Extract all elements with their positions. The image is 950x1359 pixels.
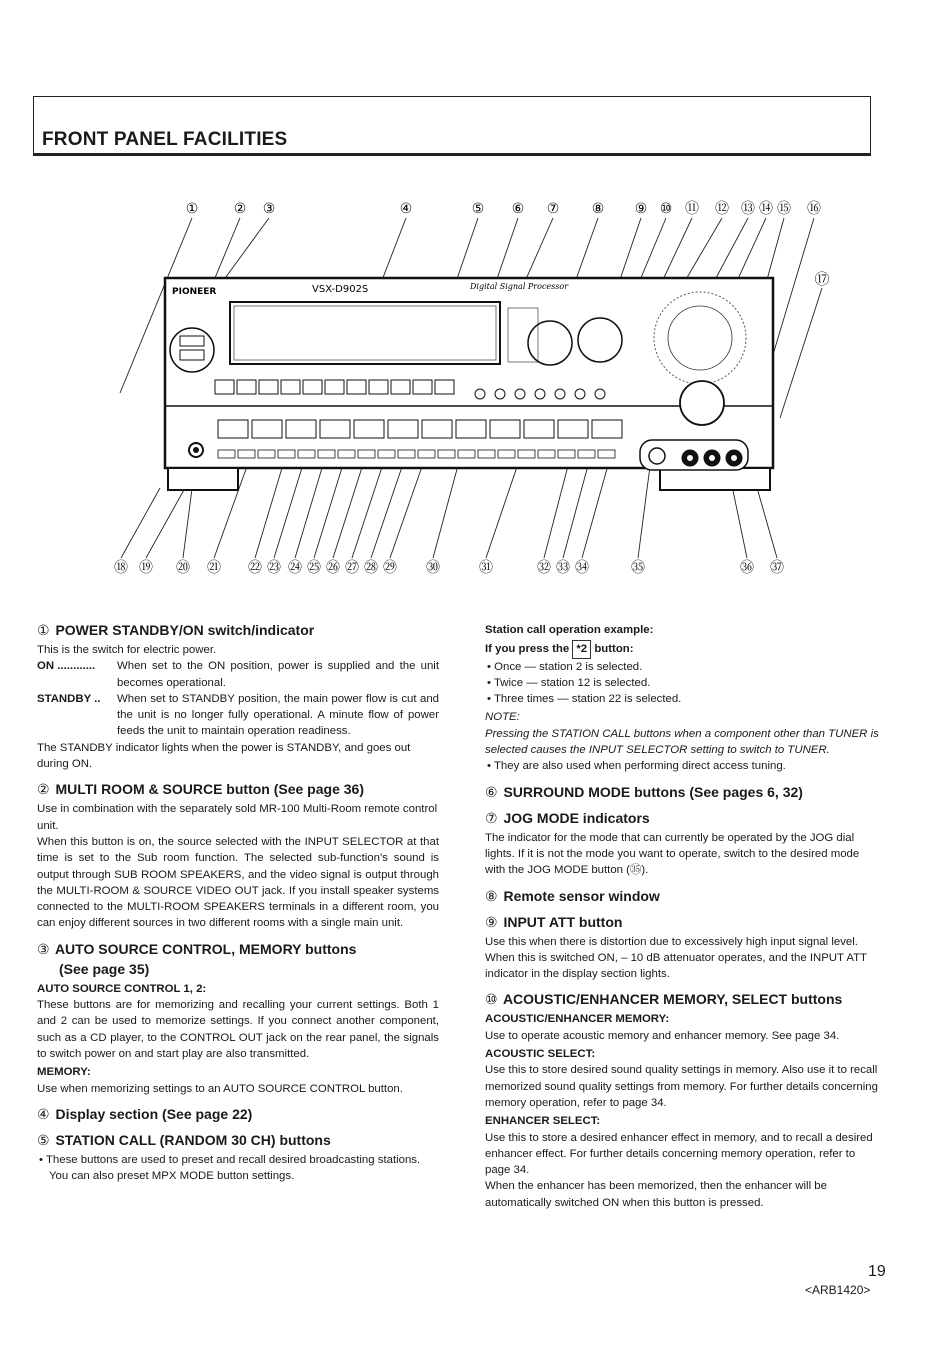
callout-top-11: ⑪	[685, 201, 699, 217]
callout-bottom-6: ㉓	[267, 560, 281, 576]
display-window	[230, 302, 500, 364]
section-6-number: ⑥	[485, 783, 498, 800]
example-b3-text: Three times — station 22 is selected.	[493, 693, 682, 706]
station-call-button-2	[237, 380, 256, 394]
callout-bottom-4: ㉑	[207, 560, 221, 576]
station-call-button-5	[303, 380, 322, 394]
station-call-button-1	[215, 380, 234, 394]
station-key-box: *2	[572, 640, 591, 658]
callout-top-7: ⑦	[546, 201, 560, 217]
section-10-heading	[485, 991, 880, 1008]
callout-top-1: ①	[185, 201, 199, 217]
small-button-17	[538, 450, 555, 458]
callout-top-4: ④	[399, 201, 413, 217]
callout-top-2: ②	[233, 201, 247, 217]
small-button-3	[258, 450, 275, 458]
small-button-15	[498, 450, 515, 458]
section-3-heading	[37, 941, 439, 958]
callout-top-12: ⑫	[715, 201, 729, 217]
section-3-title-2: (See page 35)	[59, 960, 150, 977]
s1-standby-text: When set to STANDBY position, the main power flow is cut and the unit is no longer fully operational. A minute flow of power feeds the unit to maintain operation readiness.	[117, 692, 439, 738]
s1-outro: The STANDBY indicator lights when the power is STANDBY, and goes out during ON.	[37, 741, 411, 771]
section-9-number: ⑨	[485, 913, 498, 930]
station-call-button-9	[391, 380, 410, 394]
section-2-title: MULTI ROOM & SOURCE button (See page 36)	[55, 781, 364, 798]
section-1-heading	[37, 622, 439, 639]
section-7-title: JOG MODE indicators	[503, 809, 650, 826]
front-panel-diagram	[100, 188, 830, 580]
callout-bottom-8: ㉕	[307, 560, 321, 576]
example-bullet-2: • Twice — station 12 is selected.	[487, 676, 651, 689]
surround-mode-button-7	[595, 389, 605, 399]
section-2-number: ②	[37, 781, 50, 798]
section-10-number: ⑩	[485, 991, 498, 1008]
leader-line-26	[333, 458, 365, 558]
callout-bottom-17: ㉞	[575, 560, 589, 576]
input-selector-button-5	[354, 420, 384, 438]
callout-bottom-9: ㉖	[326, 560, 340, 576]
section-2-heading	[37, 781, 439, 798]
foot-right	[660, 468, 770, 490]
callouts-top	[186, 201, 821, 217]
example-bullet-3: • Three times — station 22 is selected.	[487, 693, 682, 706]
station-call-button-7	[347, 380, 366, 394]
input-selector-button-11	[558, 420, 588, 438]
callout-top-6: ⑥	[511, 201, 525, 217]
small-button-14	[478, 450, 495, 458]
s10-p2: Use this to store desired sound quality settings in memory. Also use it to recall memorized sound quality settings from memory. For further details concerning memory operation, refer to page 34.	[485, 1064, 878, 1109]
surround-mode-button-1	[475, 389, 485, 399]
callout-bottom-1: ⑱	[114, 560, 128, 576]
s1-standby-term	[37, 691, 439, 740]
callout-top-9: ⑨	[634, 201, 648, 217]
input-selector-button-8	[456, 420, 486, 438]
leader-line-28	[371, 458, 405, 558]
foot-left	[168, 468, 238, 490]
callout-bottom-12: ㉙	[383, 560, 397, 576]
s10-sub2: ACOUSTIC SELECT:	[485, 1048, 596, 1061]
small-button-8	[358, 450, 375, 458]
section-4-number: ④	[37, 1105, 50, 1122]
section-3-title: AUTO SOURCE CONTROL, MEMORY buttons	[54, 940, 357, 957]
section-1-number: ①	[37, 622, 50, 638]
surround-mode-button-2	[495, 389, 505, 399]
small-button-10	[398, 450, 415, 458]
small-button-20	[598, 450, 615, 458]
s10-sub3: ENHANCER SELECT:	[485, 1115, 601, 1128]
s10-p4: When the enhancer has been memorized, then the enhancer will be automatically switched ON when this button is pressed.	[485, 1180, 827, 1209]
s1-on-text: When set to the ON position, power is supplied and the unit becomes operational.	[117, 660, 439, 689]
s10-p3: Use this to store a desired enhancer effect in memory, and to recall a desired enhancer effect. For further details concerning memory operation, refer to page 34.	[485, 1131, 873, 1177]
small-button-13	[458, 450, 475, 458]
small-button-11	[418, 450, 435, 458]
input-selector-button-9	[490, 420, 520, 438]
left-column	[37, 622, 439, 1184]
small-button-18	[558, 450, 575, 458]
s7-p: The indicator for the mode that can currently be operated by the JOG dial lights. If it is not the mode you want to operate, switch to the desired mode with the JOG MODE button (㉟).	[485, 831, 860, 877]
station-call-button-10	[413, 380, 432, 394]
input-selector-button-12	[592, 420, 622, 438]
s1-on-term	[37, 658, 439, 691]
example-press-pre: If you press the	[485, 643, 570, 656]
document-code: <ARB1420>	[805, 1283, 871, 1297]
page-title: FRONT PANEL FACILITIES	[42, 129, 288, 150]
input-selector-button-3	[286, 420, 316, 438]
leader-line-22	[255, 458, 285, 558]
section-6-heading	[485, 784, 880, 801]
station-call-row	[215, 380, 454, 394]
s2-p2: When this button is on, the source selected with the INPUT SELECTOR at that time is set to the Sub room function. The selected sub-function's sound is output through SUB ROOM SPEAKERS, and the video signal is output through the MULTI-ROOM & SOURCE VIDEO OUT jack. If you install speaker systems connected to the MULTI-ROOM SPEAKERS terminals in a different room, you can enjoy different sources in two different rooms with a single main unit.	[37, 835, 439, 930]
callout-top-5: ⑤	[471, 201, 485, 217]
input-selector-button-7	[422, 420, 452, 438]
small-button-6	[318, 450, 335, 458]
section-7-heading	[485, 810, 880, 827]
input-selector-button-1	[218, 420, 248, 438]
callouts-bottom	[114, 560, 784, 576]
callout-bottom-7: ㉔	[288, 560, 302, 576]
callout-bottom-16: ㉝	[556, 560, 570, 576]
s9-p: Use this when there is distortion due to excessively high input signal level. When this is switched ON, – 10 dB attenuator operates, and the INPUT ATT indicator in the display section lights.	[485, 935, 867, 981]
callout-bottom-10: ㉗	[345, 560, 359, 576]
model-name: VSX-D902S	[312, 284, 369, 295]
brand-logo: PIONEER	[172, 287, 217, 297]
note-bullet: • They are also used when performing direct access tuning.	[487, 760, 786, 773]
s5-bullet: • These buttons are used to preset and recall desired broadcasting stations. You can also preset MPX MODE button settings.	[39, 1153, 421, 1183]
leader-line-23	[274, 458, 305, 558]
callout-bottom-2: ⑲	[139, 560, 153, 576]
leader-line-17	[780, 288, 822, 418]
callout-17: ⑰	[814, 270, 830, 288]
example-press-line	[485, 640, 880, 658]
section-5-number: ⑤	[37, 1131, 50, 1148]
callout-bottom-15: ㉜	[537, 560, 551, 576]
section-8-number: ⑧	[485, 887, 498, 904]
callout-top-13: ⑬	[741, 201, 755, 217]
section-9-heading	[485, 914, 880, 931]
small-button-19	[578, 450, 595, 458]
s1-intro: This is the switch for electric power.	[37, 644, 217, 656]
surround-mode-button-4	[535, 389, 545, 399]
page-number: 19	[868, 1263, 886, 1280]
station-call-button-8	[369, 380, 388, 394]
small-button-12	[438, 450, 455, 458]
leader-line-25	[314, 458, 345, 558]
section-1-title: POWER STANDBY/ON switch/indicator	[55, 622, 315, 638]
small-button-1	[218, 450, 235, 458]
callout-bottom-13: ㉚	[426, 560, 440, 576]
example-press-post: button:	[594, 643, 634, 656]
input-selector-button-2	[252, 420, 282, 438]
s3-sub2: MEMORY:	[37, 1066, 91, 1079]
dsp-label: Digital Signal Processor	[470, 282, 569, 291]
callout-top-14: ⑭	[759, 201, 773, 217]
volume-knob	[680, 381, 724, 425]
station-call-button-6	[325, 380, 344, 394]
callout-top-16: ⑯	[807, 201, 821, 217]
s3-p2: Use when memorizing settings to an AUTO SOURCE CONTROL button.	[37, 1082, 403, 1095]
s10-p1: Use to operate acoustic memory and enhancer memory. See page 34.	[485, 1029, 840, 1042]
leader-line-31	[486, 458, 520, 558]
s3-sub1: AUTO SOURCE CONTROL 1, 2:	[37, 982, 207, 995]
note-label: NOTE:	[485, 711, 520, 724]
surround-mode-button-5	[555, 389, 565, 399]
section-3-number: ③	[37, 940, 50, 957]
small-button-5	[298, 450, 315, 458]
s10-sub1: ACOUSTIC/ENHANCER MEMORY:	[485, 1013, 670, 1026]
note-bullet-text: They are also used when performing direct access tuning.	[493, 760, 786, 773]
leader-line-32	[544, 458, 570, 558]
section-8-title: Remote sensor window	[503, 887, 660, 904]
s2-p1: Use in combination with the separately sold MR-100 Multi-Room remote control unit.	[37, 803, 438, 832]
station-call-button-4	[281, 380, 300, 394]
input-selector-button-4	[320, 420, 350, 438]
section-5-heading	[37, 1132, 439, 1149]
section-9-title: INPUT ATT button	[503, 913, 623, 930]
leader-line-27	[352, 458, 385, 558]
leader-line-19	[146, 488, 185, 558]
callout-bottom-11: ㉘	[364, 560, 378, 576]
leader-line-30	[433, 458, 460, 558]
leader-line-18	[121, 488, 160, 558]
input-selector-button-6	[388, 420, 418, 438]
right-column	[485, 622, 880, 1211]
section-8-heading	[485, 888, 880, 905]
s1-standby-key: STANDBY ..	[37, 692, 101, 705]
station-call-button-11	[435, 380, 454, 394]
callout-bottom-19: ㊱	[740, 560, 754, 576]
callout-top-3: ③	[262, 201, 276, 217]
callout-bottom-5: ㉒	[248, 560, 262, 576]
example-b2-text: Twice — station 12 is selected.	[493, 676, 651, 689]
section-7-number: ⑦	[485, 809, 498, 826]
callout-top-15: ⑮	[777, 201, 791, 217]
callout-top-8: ⑧	[591, 201, 605, 217]
s5-bullet-text: These buttons are used to preset and recall desired broadcasting stations. You can also preset MPX MODE button settings.	[45, 1153, 421, 1183]
callout-bottom-3: ⑳	[176, 560, 190, 576]
title-rule	[34, 153, 870, 155]
example-bullet-1: • Once — station 2 is selected.	[487, 660, 643, 673]
small-button-2	[238, 450, 255, 458]
note-text: Pressing the STATION CALL buttons when a component other than TUNER is selected causes the INPUT SELECTOR setting to switch to TUNER.	[485, 727, 879, 757]
section-4-title: Display section (See page 22)	[55, 1105, 253, 1122]
section-10-title: ACOUSTIC/ENHANCER MEMORY, SELECT buttons	[502, 991, 843, 1008]
callout-bottom-20: ㊲	[770, 560, 784, 576]
surround-mode-button-3	[515, 389, 525, 399]
leader-line-24	[295, 458, 325, 558]
callout-bottom-14: ㉛	[479, 560, 493, 576]
callout-top-10: ⑩	[659, 201, 673, 217]
title-box	[33, 96, 871, 156]
section-6-title: SURROUND MODE buttons (See pages 6, 32)	[503, 783, 803, 800]
small-button-4	[278, 450, 295, 458]
section-5-title: STATION CALL (RANDOM 30 CH) buttons	[55, 1131, 331, 1148]
example-title: Station call operation example:	[485, 624, 654, 636]
s1-on-key: ON ............	[37, 660, 96, 673]
section-4-heading	[37, 1106, 439, 1123]
s3-p1: These buttons are for memorizing and recalling your current settings. Both 1 and 2 can be used to memorize settings. If you connect another component, such as a CD player, to the CONTROL OUT jack on the rear panel, the signals to switch power on and start play are also transmitted.	[37, 999, 439, 1060]
surround-mode-button-6	[575, 389, 585, 399]
input-selector-button-10	[524, 420, 554, 438]
leader-line-29	[390, 458, 425, 558]
callout-bottom-18: ㉟	[631, 560, 645, 576]
small-button-16	[518, 450, 535, 458]
example-b1-text: Once — station 2 is selected.	[494, 660, 643, 673]
small-button-7	[338, 450, 355, 458]
small-button-9	[378, 450, 395, 458]
station-call-button-3	[259, 380, 278, 394]
